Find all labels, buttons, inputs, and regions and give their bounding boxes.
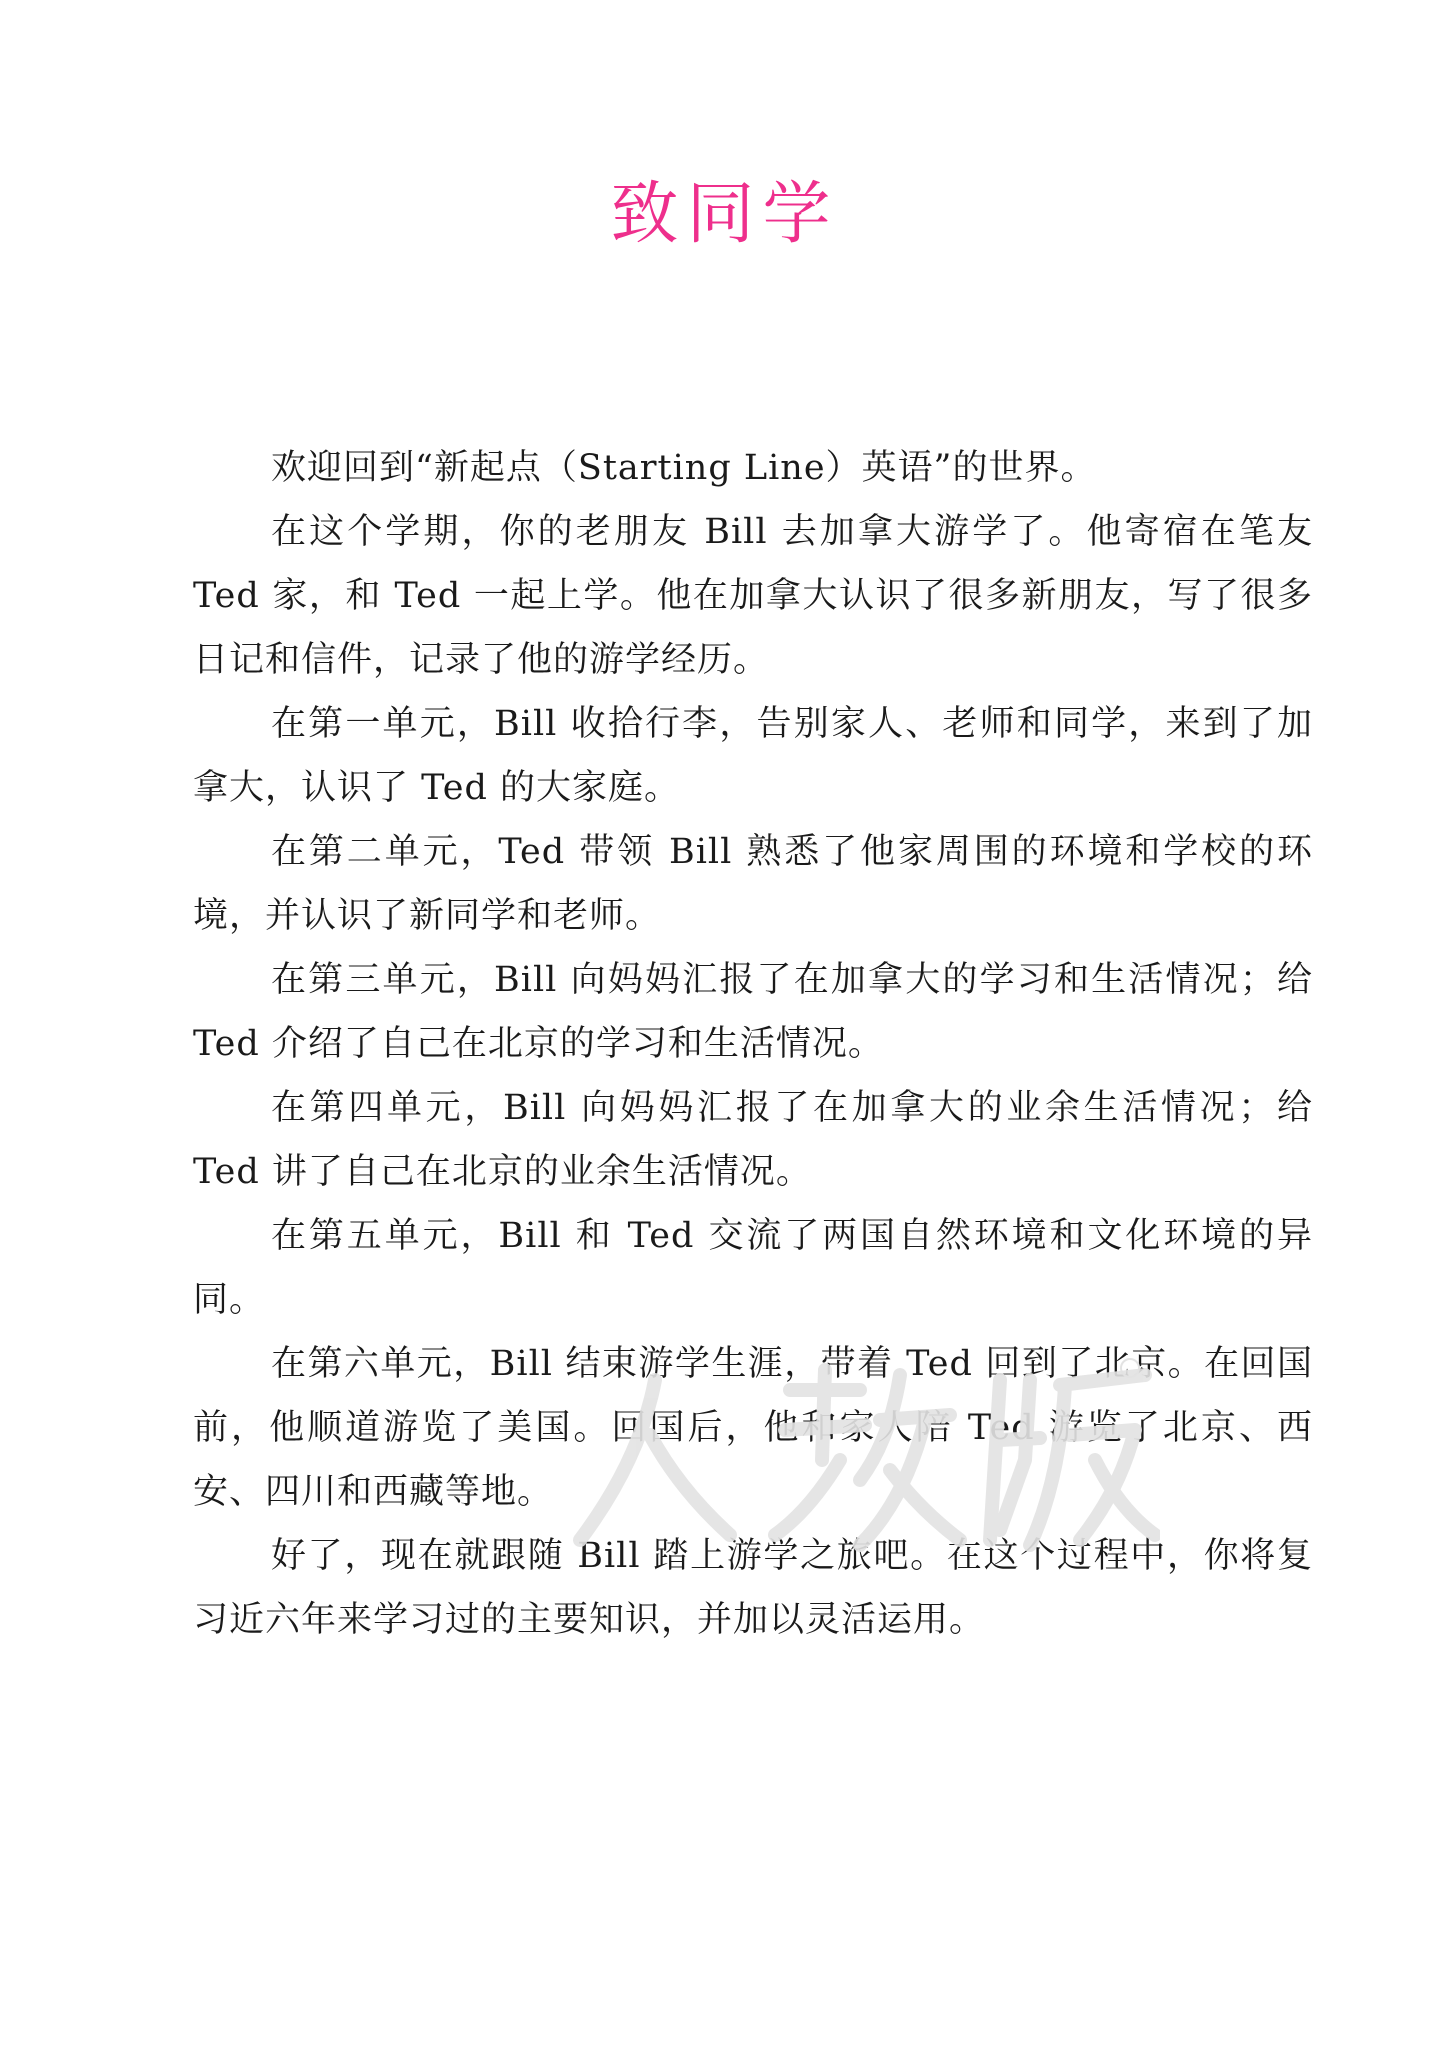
paragraph-closing: 好了，现在就跟随 Bill 踏上游学之旅吧。在这个过程中，你将复习近六年来学习过的主要知识，并加以灵活运用。: [193, 1536, 1313, 1640]
body-text: [193, 436, 1313, 1652]
paragraph-unit-6: 在第六单元，Bill 结束游学生涯，带着 Ted 回到了北京。在回国前，他顺道游览了美国。回国后，他和家人陪 Ted 游览了北京、西安、四川和西藏等地。: [193, 1344, 1313, 1512]
paragraph-unit-4: 在第四单元，Bill 向妈妈汇报了在加拿大的业余生活情况；给 Ted 讲了自己在北京的业余生活情况。: [193, 1088, 1313, 1192]
paragraph-semester: 在这个学期，你的老朋友 Bill 去加拿大游学了。他寄宿在笔友 Ted 家，和 Ted 一起上学。他在加拿大认识了很多新朋友，写了很多日记和信件，记录了他的游学经历。: [193, 512, 1313, 680]
paragraph-intro: 欢迎回到“新起点（Starting Line）英语”的世界。: [271, 448, 1097, 488]
paragraph-unit-3: 在第三单元，Bill 向妈妈汇报了在加拿大的学习和生活情况；给 Ted 介绍了自己在北京的学习和生活情况。: [193, 960, 1313, 1064]
page-title: 致同学: [610, 175, 839, 254]
paragraph-unit-5: 在第五单元，Bill 和 Ted 交流了两国自然环境和文化环境的异同。: [193, 1216, 1313, 1320]
paragraph-unit-2: 在第二单元，Ted 带领 Bill 熟悉了他家周围的环境和学校的环境，并认识了新同学和老师。: [193, 832, 1313, 936]
paragraph-unit-1: 在第一单元，Bill 收拾行李，告别家人、老师和同学，来到了加拿大，认识了 Ted 的大家庭。: [193, 704, 1313, 808]
